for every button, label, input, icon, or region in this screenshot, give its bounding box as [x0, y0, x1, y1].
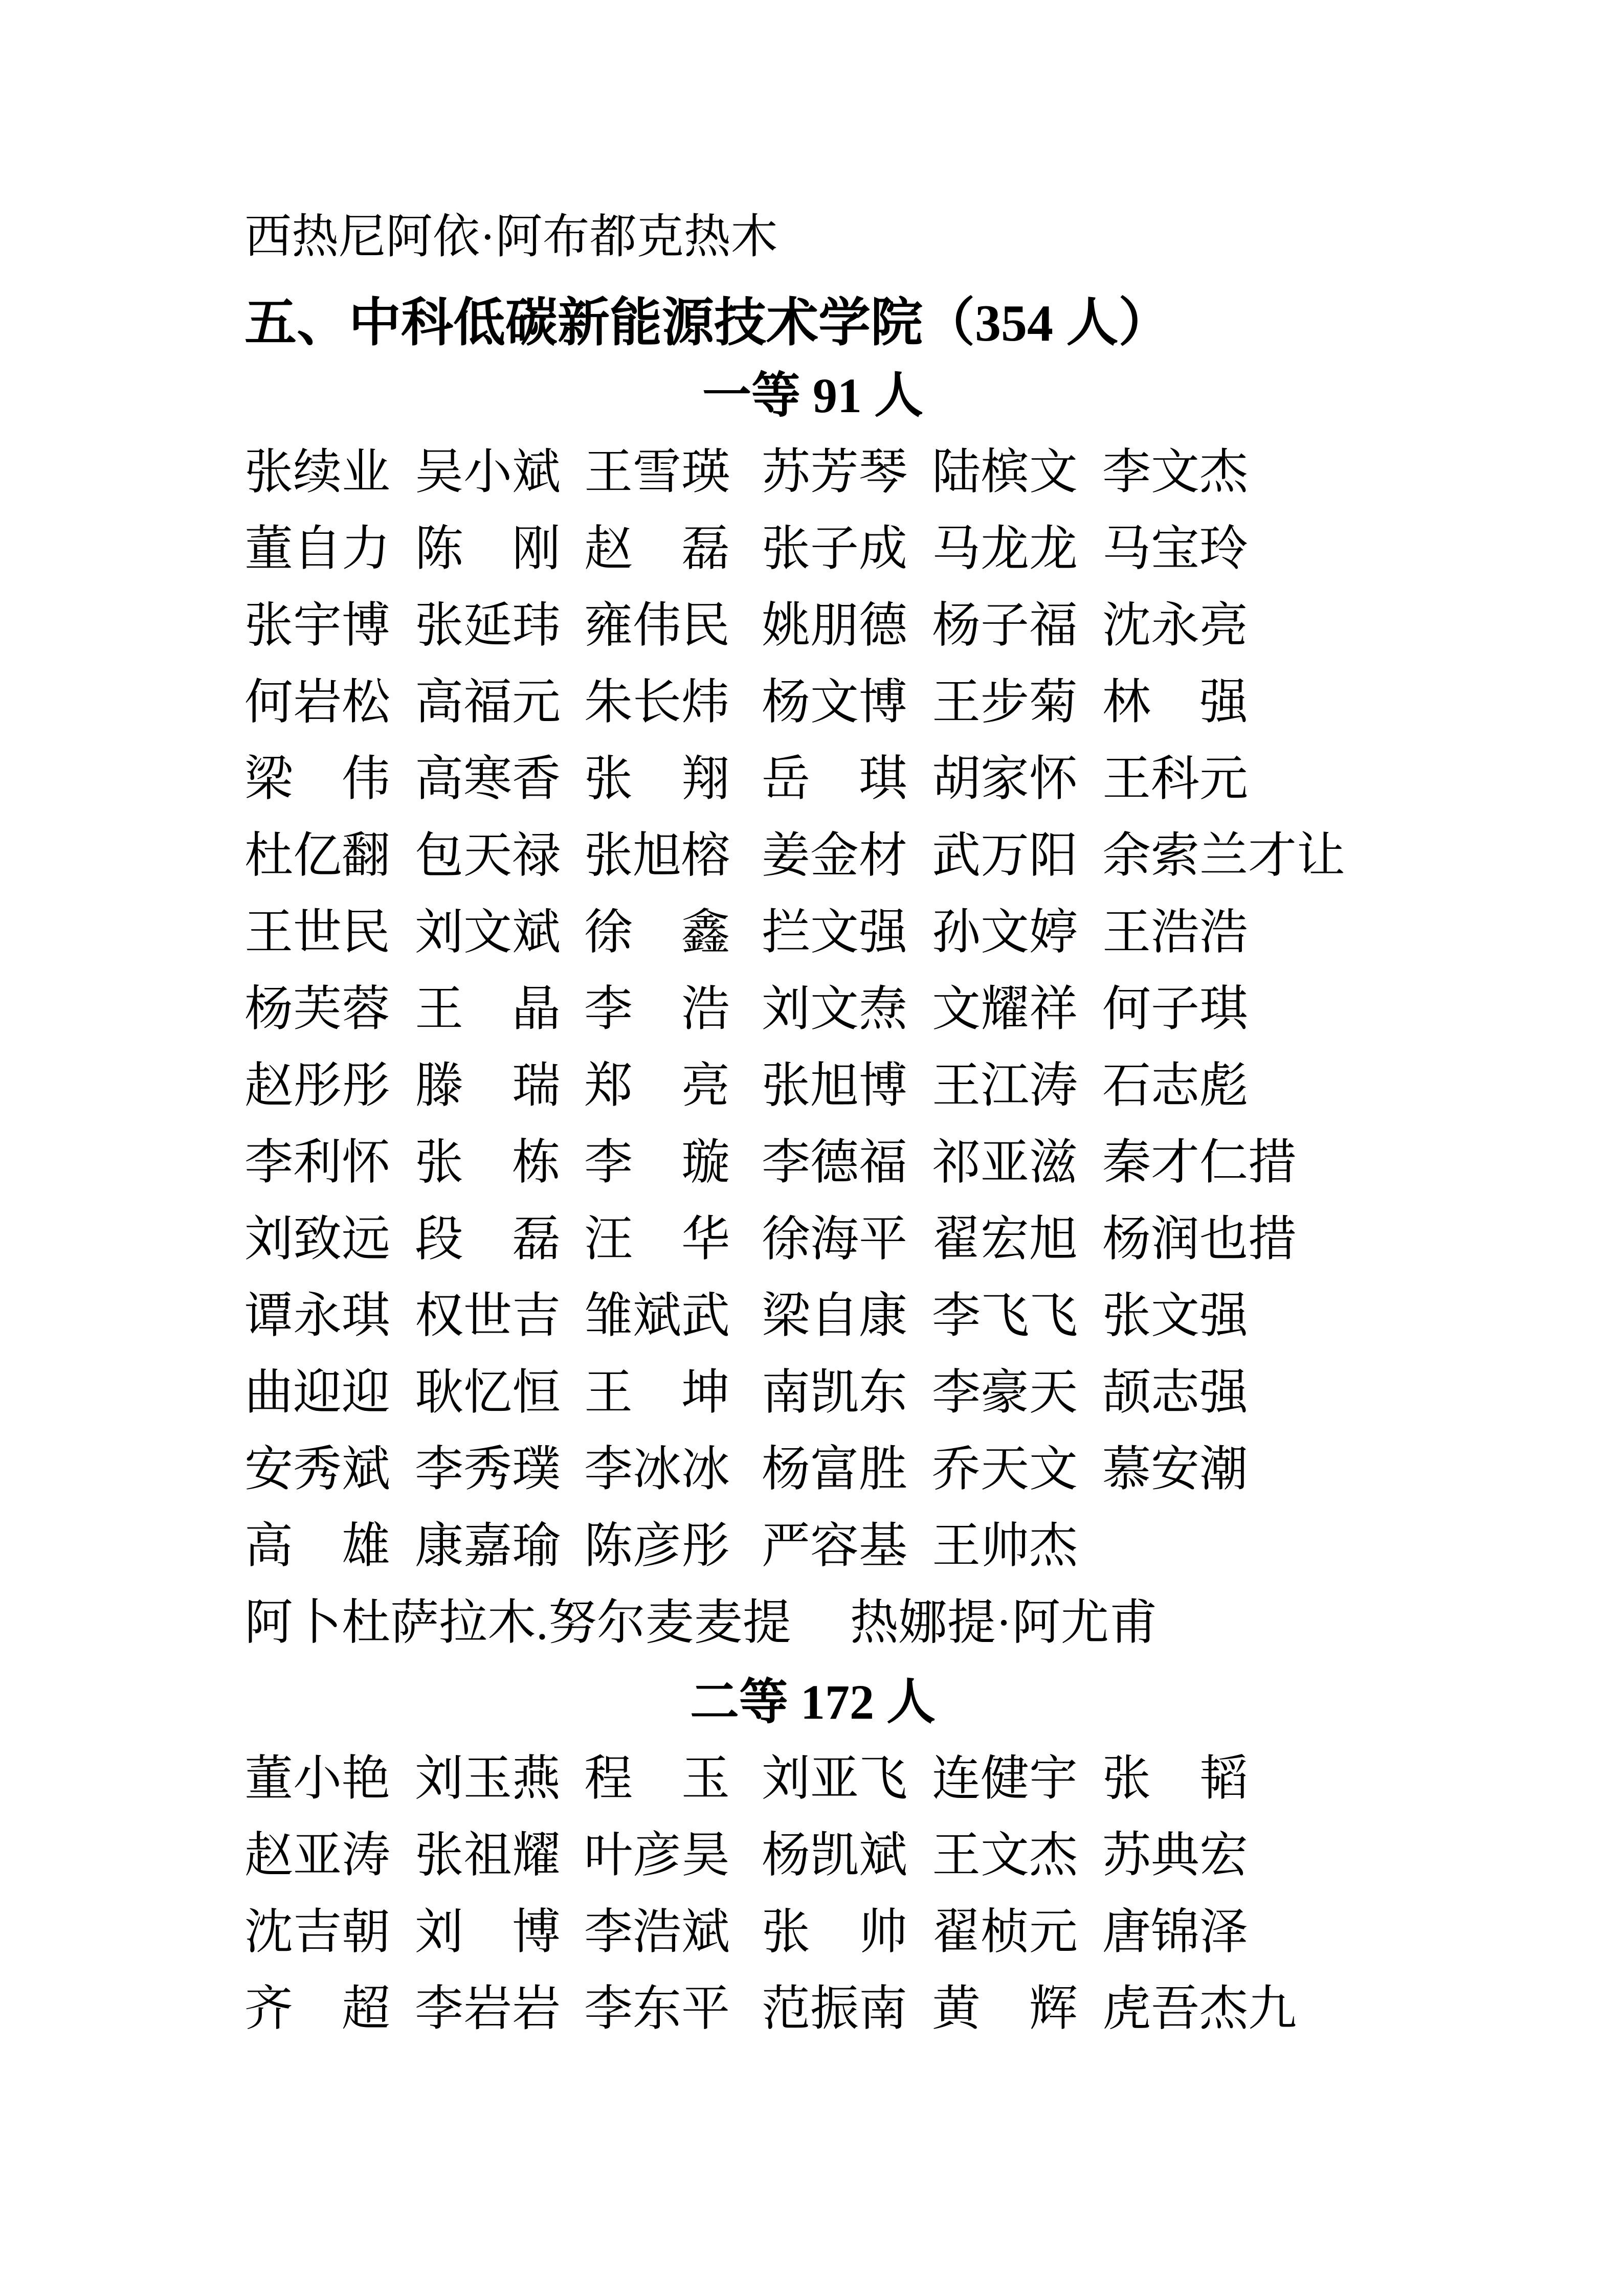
student-name: 杨富胜 — [762, 1442, 908, 1496]
document-page — [244, 209, 1381, 2047]
student-name: 刘文焘 — [762, 982, 908, 1036]
student-name: 杜亿翻 — [244, 828, 391, 883]
student-name: 李岩岩 — [415, 1982, 561, 2036]
student-name: 翟桢元 — [932, 1905, 1078, 1959]
student-name: 杨子福 — [932, 598, 1078, 652]
student-name: 康嘉瑜 — [415, 1519, 561, 1573]
student-name: 杨文博 — [762, 675, 908, 729]
student-name: 梁自康 — [762, 1289, 908, 1343]
student-name: 包天禄 — [415, 828, 561, 883]
name-row — [244, 1817, 1381, 1894]
name-row — [244, 510, 1381, 587]
student-name: 朱长炜 — [584, 675, 730, 729]
student-name: 耿忆恒 — [415, 1365, 561, 1420]
student-name: 李秀璞 — [415, 1442, 561, 1496]
student-name: 祁亚滋 — [932, 1135, 1078, 1189]
student-name: 王江涛 — [932, 1059, 1078, 1113]
student-name: 黄 辉 — [932, 1982, 1078, 2036]
student-name: 汪 华 — [584, 1212, 730, 1266]
student-name: 陈彦彤 — [584, 1519, 730, 1573]
student-name: 李冰冰 — [584, 1442, 730, 1496]
student-name: 王世民 — [244, 905, 391, 959]
student-name: 林 强 — [1102, 675, 1249, 729]
student-name: 张 韬 — [1102, 1751, 1249, 1806]
name-row — [244, 1277, 1381, 1354]
student-name: 王文杰 — [932, 1828, 1078, 1882]
student-name: 张旭榕 — [584, 828, 730, 883]
student-name: 权世吉 — [415, 1289, 561, 1343]
student-name: 李德福 — [762, 1135, 908, 1189]
student-name: 苏典宏 — [1102, 1828, 1249, 1882]
student-name: 翟宏旭 — [932, 1212, 1078, 1266]
name-row — [244, 1047, 1381, 1124]
student-name: 刘 博 — [415, 1905, 561, 1959]
student-name: 曲迎迎 — [244, 1365, 391, 1420]
continued-name-line: 西热尼阿依·阿布都克热木 — [244, 211, 778, 263]
student-name: 阿卜杜萨拉木.努尔麦麦提 — [244, 1595, 791, 1650]
name-rows — [244, 434, 1381, 1661]
name-row — [244, 894, 1381, 971]
student-name: 南凯东 — [762, 1365, 908, 1420]
student-name: 赵 磊 — [584, 522, 730, 576]
student-name: 陆槟文 — [932, 445, 1078, 499]
student-name: 谭永琪 — [244, 1289, 391, 1343]
student-name: 董小艳 — [244, 1751, 391, 1806]
student-name: 乔天文 — [932, 1442, 1078, 1496]
student-name: 石志彪 — [1102, 1059, 1249, 1113]
student-name: 沈永亮 — [1102, 598, 1249, 652]
student-name: 马宝玲 — [1102, 522, 1249, 576]
student-name: 叶彦昊 — [584, 1828, 730, 1882]
student-name: 雍伟民 — [584, 598, 730, 652]
student-name: 张 帅 — [762, 1905, 908, 1959]
student-name: 慕安潮 — [1102, 1442, 1249, 1496]
name-row — [244, 1894, 1381, 1970]
student-name: 王科元 — [1102, 752, 1249, 806]
student-name: 张文强 — [1102, 1289, 1249, 1343]
student-name: 吴小斌 — [415, 445, 561, 499]
student-name: 马龙龙 — [932, 522, 1078, 576]
student-name: 李飞飞 — [932, 1289, 1078, 1343]
student-name: 高寒香 — [415, 752, 561, 806]
name-row — [244, 1124, 1381, 1201]
name-row — [244, 1354, 1381, 1431]
name-row — [244, 1201, 1381, 1277]
student-name: 张子成 — [762, 522, 908, 576]
name-row — [244, 1431, 1381, 1507]
student-name: 何子琪 — [1102, 982, 1249, 1036]
student-name: 高福元 — [415, 675, 561, 729]
student-name: 张宇博 — [244, 598, 391, 652]
student-name: 秦才仁措 — [1102, 1135, 1297, 1189]
student-name: 张延玮 — [415, 598, 561, 652]
student-name: 雏斌武 — [584, 1289, 730, 1343]
student-name: 李东平 — [584, 1982, 730, 2036]
student-name: 孙文婷 — [932, 905, 1078, 959]
student-name: 刘亚飞 — [762, 1751, 908, 1806]
student-name: 李利怀 — [244, 1135, 391, 1189]
student-name: 陈 刚 — [415, 522, 561, 576]
student-name: 杨凯斌 — [762, 1828, 908, 1882]
name-row — [244, 1584, 1381, 1661]
student-name: 滕 瑞 — [415, 1059, 561, 1113]
student-name: 王雪瑛 — [584, 445, 730, 499]
student-name: 范振南 — [762, 1982, 908, 2036]
student-name: 严容基 — [762, 1519, 908, 1573]
student-name: 董自力 — [244, 522, 391, 576]
section-title: 五、中科低碳新能源技术学院（354 人） — [244, 295, 1171, 352]
student-name: 李文杰 — [1102, 445, 1249, 499]
student-name: 姚朋德 — [762, 598, 908, 652]
grade-heading: 一等 91 人 — [702, 368, 923, 423]
student-name: 张祖耀 — [415, 1828, 561, 1882]
name-row — [244, 740, 1381, 817]
student-name: 李 璇 — [584, 1135, 730, 1189]
student-name: 高 雄 — [244, 1519, 391, 1573]
student-name: 苏芳琴 — [762, 445, 908, 499]
student-name: 梁 伟 — [244, 752, 391, 806]
student-name: 王步菊 — [932, 675, 1078, 729]
student-name: 刘玉燕 — [415, 1751, 561, 1806]
student-name: 热娜提·阿尤甫 — [850, 1595, 1158, 1650]
student-name: 安秀斌 — [244, 1442, 391, 1496]
student-name: 程 玉 — [584, 1751, 730, 1806]
student-name: 拦文强 — [762, 905, 908, 959]
student-name: 张旭博 — [762, 1059, 908, 1113]
student-name: 唐锦泽 — [1102, 1905, 1249, 1959]
student-name: 颉志强 — [1102, 1365, 1249, 1420]
name-row — [244, 434, 1381, 510]
student-name: 徐 鑫 — [584, 905, 730, 959]
student-name: 杨芙蓉 — [244, 982, 391, 1036]
name-row — [244, 1507, 1381, 1584]
name-row — [244, 1970, 1381, 2047]
student-name: 王 坤 — [584, 1365, 730, 1420]
name-row — [244, 587, 1381, 664]
student-name: 岳 琪 — [762, 752, 908, 806]
student-name: 徐海平 — [762, 1212, 908, 1266]
student-name: 杨润也措 — [1102, 1212, 1297, 1266]
student-name: 李豪天 — [932, 1365, 1078, 1420]
student-name: 文耀祥 — [932, 982, 1078, 1036]
student-name: 李 浩 — [584, 982, 730, 1036]
grade-heading: 二等 172 人 — [690, 1675, 936, 1729]
student-name: 张 翔 — [584, 752, 730, 806]
student-name: 王帅杰 — [932, 1519, 1078, 1573]
student-name: 何岩松 — [244, 675, 391, 729]
award-groups — [244, 369, 1381, 2047]
student-name: 连健宇 — [932, 1751, 1078, 1806]
name-row — [244, 817, 1381, 894]
name-rows — [244, 1740, 1381, 2047]
student-name: 姜金材 — [762, 828, 908, 883]
student-name: 武万阳 — [932, 828, 1078, 883]
student-name: 赵亚涛 — [244, 1828, 391, 1882]
student-name: 沈吉朝 — [244, 1905, 391, 1959]
student-name: 段 磊 — [415, 1212, 561, 1266]
student-name: 张 栋 — [415, 1135, 561, 1189]
student-name: 郑 亮 — [584, 1059, 730, 1113]
student-name: 张续业 — [244, 445, 391, 499]
student-name: 李浩斌 — [584, 1905, 730, 1959]
student-name: 王浩浩 — [1102, 905, 1249, 959]
name-row — [244, 971, 1381, 1047]
student-name: 余索兰才让 — [1102, 828, 1346, 883]
name-row — [244, 664, 1381, 740]
student-name: 刘致远 — [244, 1212, 391, 1266]
student-name: 刘文斌 — [415, 905, 561, 959]
student-name: 虎吾杰九 — [1102, 1982, 1297, 2036]
student-name: 齐 超 — [244, 1982, 391, 2036]
name-row — [244, 1740, 1381, 1817]
student-name: 胡家怀 — [932, 752, 1078, 806]
student-name: 王 晶 — [415, 982, 561, 1036]
student-name: 赵彤彤 — [244, 1059, 391, 1113]
